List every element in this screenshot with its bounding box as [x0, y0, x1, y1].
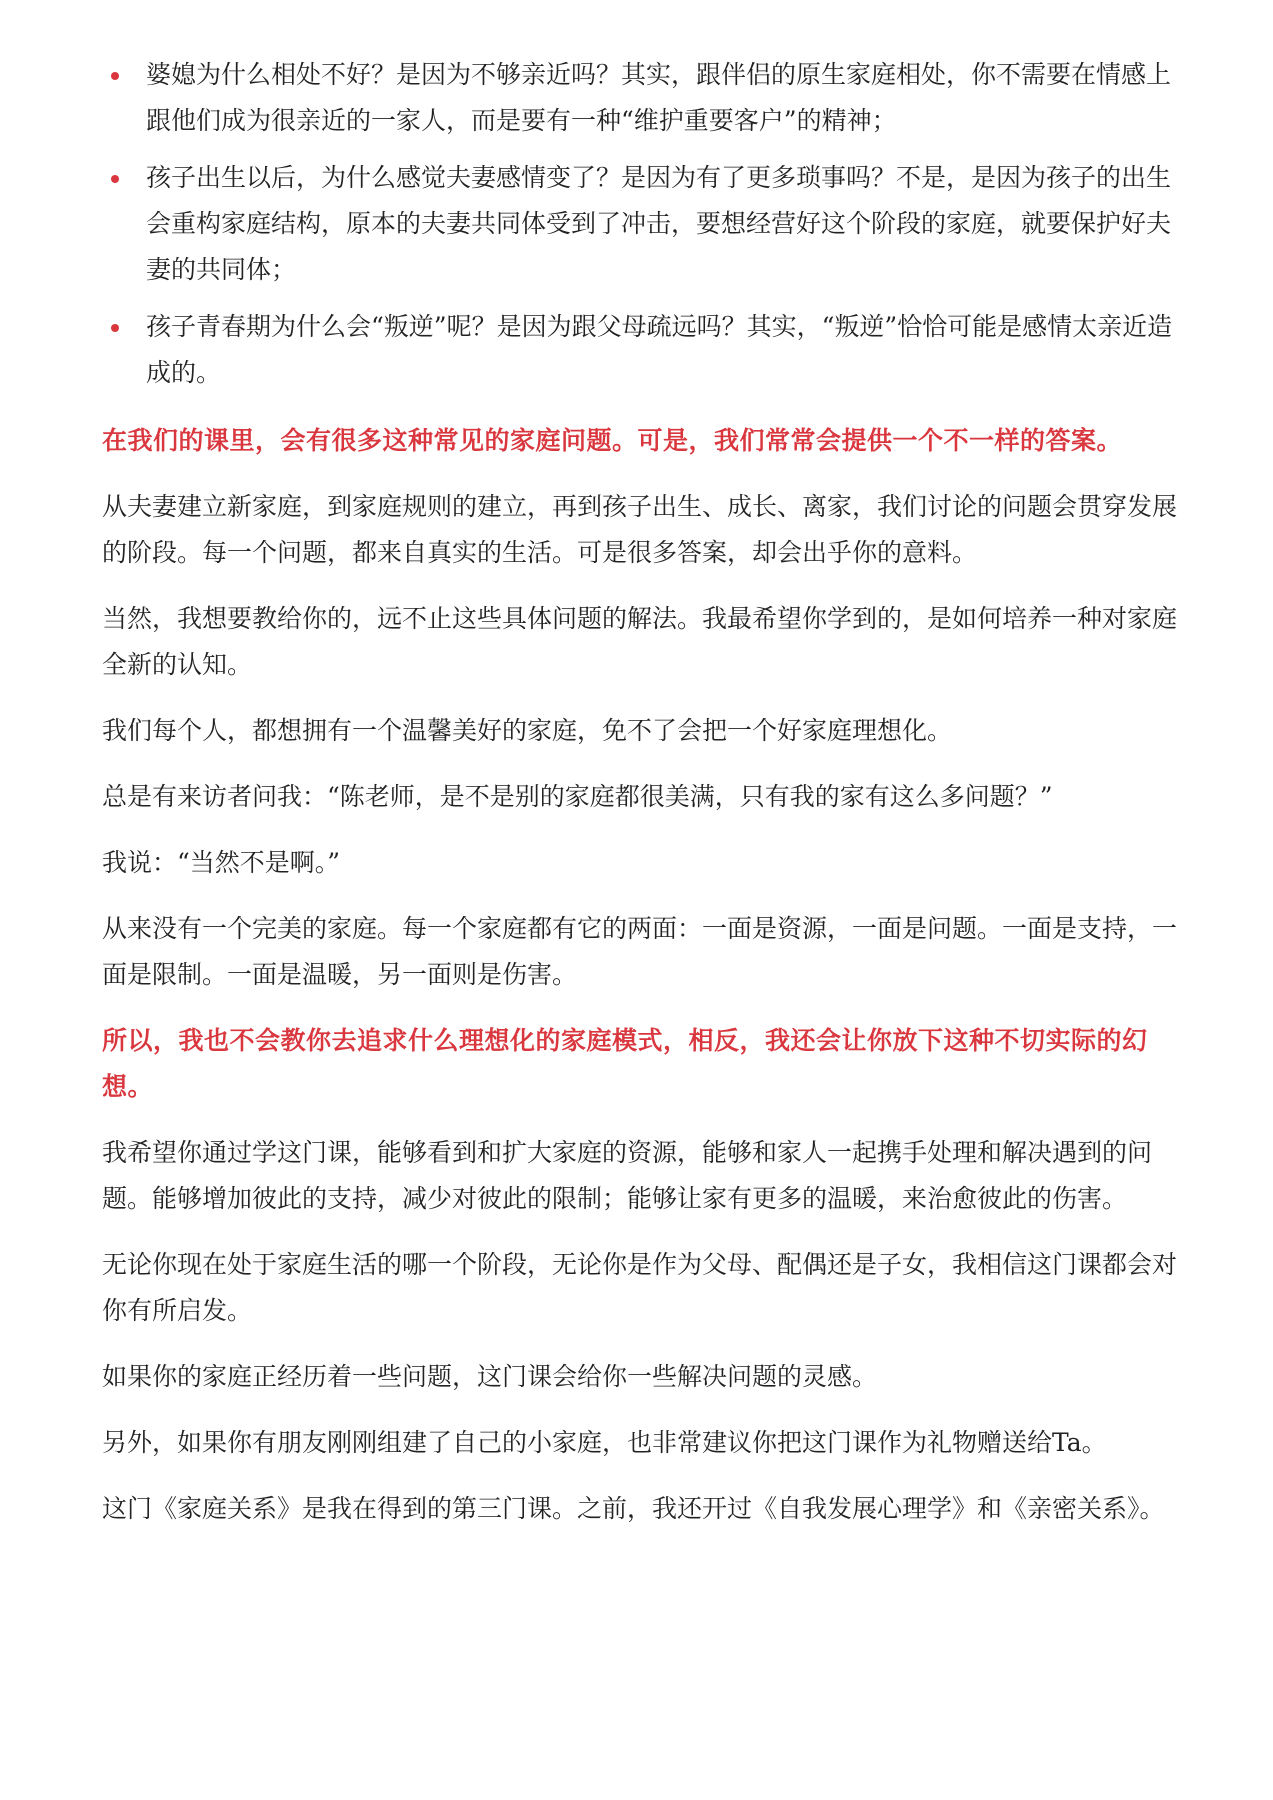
highlight-paragraph: 所以，我也不会教你去追求什么理想化的家庭模式，相反，我还会让你放下这种不切实际的幻想。 [102, 1026, 1148, 1101]
list-item-text: 婆媳为什么相处不好？是因为不够亲近吗？其实，跟伴侣的原生家庭相处，你不需要在情感上跟他们成为很亲近的一家人，而是要有一种“维护重要客户”的精神； [146, 60, 1172, 135]
body-paragraph: 我希望你通过学这门课，能够看到和扩大家庭的资源，能够和家人一起携手处理和解决遇到的问题。能够增加彼此的支持，减少对彼此的限制；能够让家有更多的温暖，来治愈彼此的伤害。 [102, 1138, 1153, 1213]
body-paragraph: 如果你的家庭正经历着一些问题，这门课会给你一些解决问题的灵感。 [102, 1362, 878, 1391]
bullet-list [102, 52, 1183, 396]
body-paragraph: 从夫妻建立新家庭，到家庭规则的建立，再到孩子出生、成长、离家，我们讨论的问题会贯穿发展的阶段。每一个问题，都来自真实的生活。可是很多答案，却会出乎你的意料。 [102, 492, 1178, 567]
bullet-dot-icon [111, 72, 119, 80]
body-paragraph: 总是有来访者问我：“陈老师，是不是别的家庭都很美满，只有我的家有这么多问题？” [102, 782, 1053, 811]
body-paragraph: 另外，如果你有朋友刚刚组建了自己的小家庭，也非常建议你把这门课作为礼物赠送给Ta。 [102, 1428, 1107, 1457]
body-paragraph: 从来没有一个完美的家庭。每一个家庭都有它的两面：一面是资源，一面是问题。一面是支持，一面是限制。一面是温暖，另一面则是伤害。 [102, 914, 1178, 989]
body-paragraph: 这门《家庭关系》是我在得到的第三门课。之前，我还开过《自我发展心理学》和《亲密关系》。 [102, 1494, 1165, 1523]
list-item-text: 孩子青春期为什么会“叛逆”呢？是因为跟父母疏远吗？其实，“叛逆”恰恰可能是感情太亲近造成的。 [146, 312, 1173, 387]
bullet-dot-icon [111, 175, 119, 183]
body-paragraph: 无论你现在处于家庭生活的哪一个阶段，无论你是作为父母、配偶还是子女，我相信这门课都会对你有所启发。 [102, 1250, 1178, 1325]
bullet-dot-icon [111, 324, 119, 332]
list-item [102, 304, 1183, 396]
body-paragraph: 当然，我想要教给你的，远不止这些具体问题的解法。我最希望你学到的，是如何培养一种对家庭全新的认知。 [102, 604, 1178, 679]
highlight-paragraph: 在我们的课里，会有很多这种常见的家庭问题。可是，我们常常会提供一个不一样的答案。 [102, 426, 1123, 455]
list-item [102, 52, 1183, 144]
body-paragraph: 我说：“当然不是啊。” [102, 848, 341, 877]
body-paragraph: 我们每个人，都想拥有一个温馨美好的家庭，免不了会把一个好家庭理想化。 [102, 716, 953, 745]
list-item-text: 孩子出生以后，为什么感觉夫妻感情变了？是因为有了更多琐事吗？不是，是因为孩子的出生会重构家庭结构，原本的夫妻共同体受到了冲击，要想经营好这个阶段的家庭，就要保护好夫妻的共同体； [146, 163, 1172, 284]
list-item [102, 155, 1183, 293]
